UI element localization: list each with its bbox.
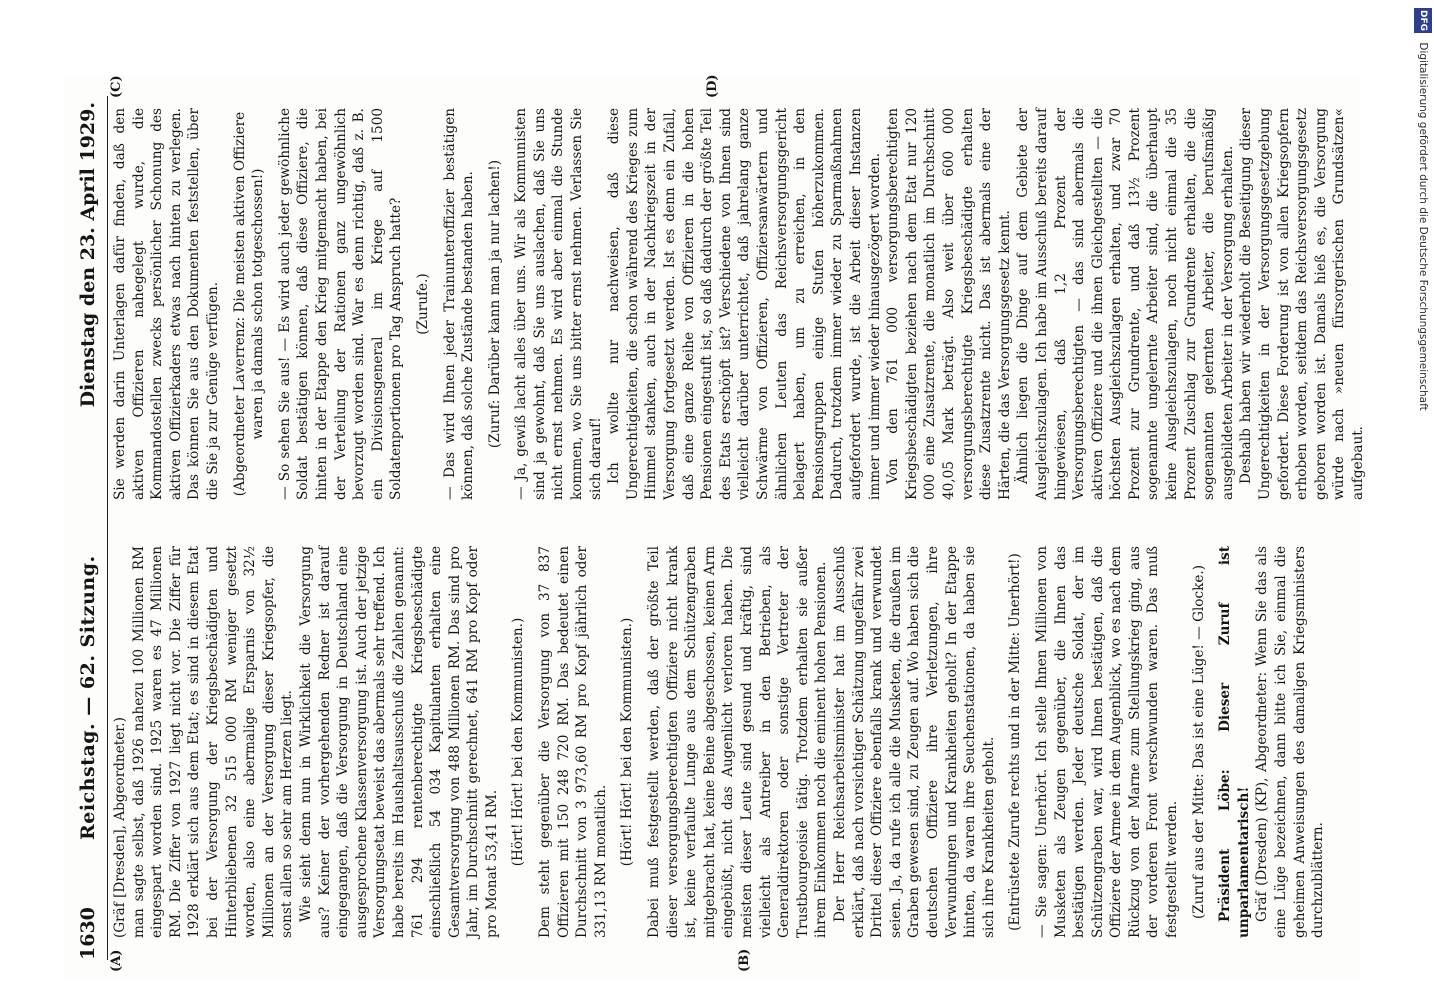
paragraph: Wie sieht denn nun in Wirklichkeit die Versorgung aus? Keiner der vorhergehenden Redner ist darauf eingegangen, daß die Versorgung in Deutschland eine ausgesprochene Klassenversorgung ist. Auch der jetzige Versorgungsetat beweist das abermals sehr treffend. Ich habe bereits im Haushaltsausschuß die Zahlen genannt: 761 294 rentenberechtigte Kriegsbeschädigte einschließlich 54 034 Kapitulanten erhalten eine Gesamtversorgung von 488 Millionen RM. Das sind pro Jahr, im Durchschnitt gerechnet, 641 RM pro Kopf oder pro Monat 53,41 RM.	[297, 546, 500, 938]
text-column-left	[111, 546, 1349, 938]
text-column-right	[111, 108, 1366, 500]
paragraph: Der Herr Reichsarbeitsminister hat im Ausschuß erklärt, daß nach vorsichtiger Schätzung ungefähr zwei Drittel dieser Offiziere ebenfalls krank und verwundet seien. Ja, da rufe ich alle die Musketen, die draußen im Graben gewesen sind, zu Zeugen auf. Wo haben sich die deutschen Offiziere ihre Verletzungen, ihre Verwundungen und Krankheiten geholt? In der Etappe hinten, da waren ihre Seuchenstationen, da haben sie sich ihre Krankheiten geholt.	[831, 546, 997, 938]
page-header	[71, 96, 108, 960]
page-scan	[65, 74, 1366, 978]
margin-mark-c: (C)	[109, 75, 124, 98]
paragraph: Ähnlich liegen die Dinge auf dem Gebiete der Ausgleichszulagen. Ich habe im Ausschuß bereits darauf hingewiesen, daß 1,2 Prozent der Versorgungsberechtigten — das sind abermals die aktiven Offiziere und die ihnen Gleichgestellten — die höchsten Ausgleichszulagen erhalten, und zwar 70 Prozent zur Grundrente, und daß 13½ Prozent sogenannte ungelernte Arbeiter sind, die überhaupt keine Ausgleichszulagen, noch nicht einmal die 35 Prozent Zuschlag zur Grundrente erhalten, die die sogenannten gelernten Arbeiter, die berufsmäßig ausgebildeten Arbeiter in der Versorgung erhalten.	[1015, 108, 1236, 500]
running-title: Reichstag. — 62. Sitzung.	[77, 555, 99, 840]
paragraph: Sie werden darin Unterlagen dafür finden, daß den aktiven Offizieren nahegelegt wurde, die Kommandostellen zwecks persönlicher Schonung des aktiven Offizierkaders etwas nach hinten zu verlegen. Das können Sie aus den Dokumenten feststellen, über die Sie ja zur Genüge verfügen.	[112, 108, 221, 500]
paragraph: Gräf (Dresden) (KP), Abgeordneter: Wenn Sie das als eine Lüge bezeichnen, dann bitte ich Sie, einmal die geheimen Anweisungen des damaligen Kriegsministers durchzublättern.	[1254, 546, 1327, 938]
credit-text: Digitalisierung gefördert durch die Deutsche Forschungsgemeinschaft	[1417, 42, 1429, 411]
paragraph: — So sehen Sie aus! — Es wird auch jeder gewöhnliche Soldat bestätigen können, daß diese Offiziere, die hinten in der Etappe den Krieg mitgemacht haben, bei der Verteilung der Rationen ganz ungewöhnlich bevorzugt worden sind. War es denn richtig, daß z. B. ein Divisionsgeneral im Kriege auf 1500 Soldatenportionen pro Tag Anspruch hatte?	[276, 108, 405, 500]
interjection: (Hört! Hört! bei den Kommunisten.)	[510, 617, 527, 867]
digitization-credit	[1416, 8, 1432, 998]
dfg-logo: DFG	[1414, 8, 1432, 33]
speaker-note: (Gräf [Dresden], Abgeordneter.)	[112, 717, 128, 938]
paragraph: — Das wird Ihnen jeder Trainunteroffizier bestätigen können, daß solche Zustände bestanden haben.	[441, 108, 477, 500]
interjection: (Zuruf aus der Mitte: Das ist eine Lüge! — Glocke.)	[1190, 564, 1207, 920]
speaker-line: Präsident Löbe: Dieser Zuruf ist unparlamentarisch!	[1217, 546, 1252, 938]
paragraph: Dem steht gegenüber die Versorgung von 37 837 Offizieren mit 150 248 720 RM. Das bedeutet einen Durchschnitt von 3 973,60 RM pro Kopf jährlich oder 331,13 RM monatlich.	[537, 546, 609, 938]
paragraph: Von den 761 000 versorgungsberechtigten Kriegsbeschädigten beziehen nach dem Etat nur 120 000 eine Zusatzrente, die monatlich im Durchschnitt 40,05 Mark beträgt. Also weit über 600 000 versorgungsberechtigte Kriegsbeschädigte erhalten diese Zusatzrente nicht. Das ist abermals eine der Härten, die das Versorgungsgesetz kennt.	[885, 108, 1013, 500]
paragraph: — Sie sagen: Unerhört. Ich stelle Ihnen Millionen von Musketen als Zeugen gegenüber, die Ihnen das bestätigen werden. Jeder deutsche Soldat, der im Schützengraben war, wird Ihnen bestätigen, daß die Offiziere der Armee in dem Augenblick, wo es nach dem Rückzug von der Marne zum Stellungskrieg ging, aus der vorderen Front verschwunden waren. Das muß festgestellt werden.	[1033, 546, 1181, 938]
paragraph: — Ja, gewiß lacht alles über uns. Wir als Kommunisten sind ja gewohnt, daß Sie uns auslachen, daß Sie uns nicht ernst nehmen. Es wird aber einmal die Stunde kommen, wo Sie uns bitter ernst nehmen. Verlassen Sie sich darauf!	[513, 108, 604, 500]
interjection: (Hört! Hört! bei den Kommunisten.)	[619, 617, 636, 867]
paragraph: Ich wollte nur nachweisen, daß diese Ungerechtigkeiten, die schon während des Krieges zum Himmel stanken, auch in der Nachkriegszeit in der Versorgung fortgesetzt werden. Ist es denn ein Zufall, daß eine ganze Reihe von Offizieren in die hohen Pensionen eingestuft ist, so daß dadurch der größte Teil des Etats erschöpft ist? Verschiedene von Ihnen sind vielleicht darüber unterrichtet, daß jahrelang ganze Schwärme von Offizieren, Offiziersanwärtern und ähnlichen Leuten das Reichsversorgungsgericht belagert haben, um zu erreichen, in den Pensionsgruppen einige Stufen höherzukommen. Dadurch, trotzdem immer wieder zu Sparmaßnahmen aufgefordert wurde, ist die Arbeit dieser Instanzen immer und immer wieder hinausgezögert worden.	[606, 108, 883, 500]
interjection: (Entrüstete Zurufe rechts und in der Mitte: Unerhört!)	[1007, 553, 1024, 931]
paragraph: Deshalb haben wir wiederholt die Beseitigung dieser Ungerechtigkeiten in der Versorgungsgesetzgebung gefordert. Diese Forderung ist von allen Kriegsopfern erhoben worden, seitdem das Reichsversorgungsgesetz geboren worden ist. Damals hieß es, die Versorgung würde nach »neuen fürsorgerischen Grundsätzen« aufgebaut.	[1238, 108, 1366, 500]
interjection: (Zurufe.)	[414, 273, 431, 335]
document-page	[65, 74, 1366, 978]
page-number: 1630	[77, 907, 99, 960]
margin-mark-d: (D)	[705, 74, 720, 98]
interjection: (Zuruf: Darüber kann man ja nur lachen!)	[486, 159, 503, 449]
margin-mark-b: (B)	[737, 948, 752, 972]
paragraph: Dabei muß festgestellt werden, daß der größte Teil dieser versorgungsberechtigten Offiziere nicht krank ist, keine verfaulte Lunge aus dem Schützengraben mitgebracht hat, keine Beine abgeschossen, keinen Arm eingebüßt, nicht das Augenlicht verloren haben. Die meisten dieser Leute sind gesund und kräftig, sind vielleicht als Antreiber in den Betrieben, als Generaldirektoren oder sonstige Vertreter der Trustbourgeoisie tätig. Trotzdem erhalten sie außer ihrem Einkommen noch die eminent hohen Pensionen.	[646, 546, 830, 938]
paragraph: man sagte selbst, daß 1926 nahezu 100 Millionen RM eingespart worden sind. 1925 waren es 47 Millionen RM. Die Ziffer von 1927 liegt nicht vor. Die Ziffer für 1928 erklärt sich aus dem Etat; es sind in diesem Etat bei der Versorgung der Kriegsbeschädigten und Hinterbliebenen 32 515 000 RM weniger gesetzt worden, also eine abermalige Ersparnis von 32½ Millionen an der Versorgung dieser Kriegsopfer, die sonst allen so sehr am Herzen liegt.	[130, 546, 296, 938]
session-date: Dienstag den 23. April 1929.	[77, 102, 99, 408]
interjection: (Abgeordneter Laverrenz: Die meisten aktiven Offiziere waren ja damals schon totgeschossen!)	[231, 111, 267, 497]
margin-mark-a: (A)	[109, 949, 124, 972]
